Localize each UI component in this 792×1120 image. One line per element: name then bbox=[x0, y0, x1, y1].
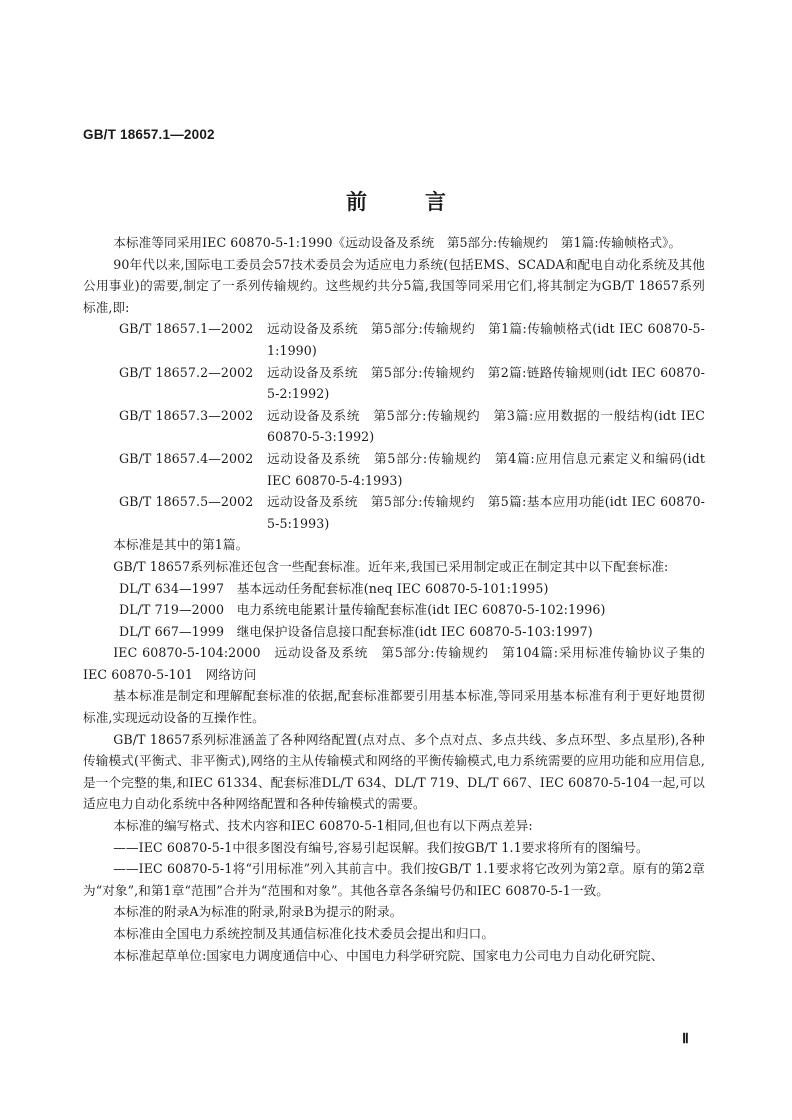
series-code: GB/T 18657.3—2002 bbox=[119, 407, 254, 423]
standard-code: GB/T 18657.1—2002 bbox=[83, 127, 215, 142]
title-char-1: 前 bbox=[346, 190, 367, 214]
foreword-body bbox=[83, 232, 705, 966]
companion-item: DL/T 667—1999 继电保护设备信息接口配套标准(idt IEC 60870-5-103:1997) bbox=[119, 623, 593, 639]
paragraph: 基本标准是制定和理解配套标准的依据,配套标准都要引用基本标准,等同采用基本标准有利于更好地贯彻标准,实现远动设备的互操作性。 bbox=[83, 688, 705, 726]
paragraph: 本标准是其中的第1篇。 bbox=[113, 537, 249, 553]
paragraph: GB/T 18657系列标准涵盖了各种网络配置(点对点、多个点对点、多点共线、多点环型、多点星形),各种传输模式(平衡式、非平衡式),网络的主从传输模式和网络的平衡传输模式,电力系统需要的应用功能和应用信息,是一个完整的集,和IEC 61334、配套标准DL/T 634、DL/T 719、DL/T 667、IEC 60870-5-104一起,可以适应电力自动化系统中各种网络配置和各种传输模式的需要。 bbox=[83, 731, 705, 812]
page-number: Ⅱ bbox=[682, 1032, 689, 1047]
paragraph: GB/T 18657系列标准还包含一些配套标准。近年来,我国已采用制定或正在制定其中以下配套标准: bbox=[113, 558, 669, 574]
series-item bbox=[119, 318, 705, 361]
series-item bbox=[119, 448, 705, 491]
series-code: GB/T 18657.1—2002 bbox=[119, 321, 254, 337]
companion-item: DL/T 634—1997 基本远动任务配套标准(neq IEC 60870-5-101:1995) bbox=[119, 580, 549, 596]
series-code: GB/T 18657.2—2002 bbox=[119, 364, 254, 380]
section-title bbox=[0, 186, 792, 216]
companion-item-104: IEC 60870-5-104:2000 远动设备及系统 第5部分:传输规约 第104篇:采用标准传输协议子集的IEC 60870-5-101 网络访问 bbox=[83, 645, 705, 682]
series-desc: 远动设备及系统 第5部分:传输规约 第2篇:链路传输规则(idt IEC 60870-5-2:1992) bbox=[267, 364, 705, 402]
paragraph: ——IEC 60870-5-1中很多图没有编号,容易引起误解。我们按GB/T 1.1要求将所有的图编号。 bbox=[113, 839, 649, 855]
paragraph: 90年代以来,国际电工委员会57技术委员会为适应电力系统(包括EMS、SCADA和配电自动化系统及其他公用事业)的需要,制定了一系列传输规约。这些规约共分5篇,我国等同采用它们,将其制定为GB/T 18657系列标准,即: bbox=[83, 256, 705, 315]
series-desc: 远动设备及系统 第5部分:传输规约 第5篇:基本应用功能(idt IEC 60870-5-5:1993) bbox=[267, 494, 705, 531]
series-desc: 远动设备及系统 第5部分:传输规约 第3篇:应用数据的一般结构(idt IEC 60870-5-3:1992) bbox=[267, 407, 705, 445]
paragraph: 本标准等同采用IEC 60870-5-1:1990《远动设备及系统 第5部分:传输规约 第1篇:传输帧格式》。 bbox=[113, 235, 682, 250]
paragraph: 本标准的附录A为标准的附录,附录B为提示的附录。 bbox=[113, 904, 403, 920]
series-desc: 远动设备及系统 第5部分:传输规约 第4篇:应用信息元素定义和编码(idt IEC 60870-5-4:1993) bbox=[267, 450, 705, 488]
series-item bbox=[119, 491, 705, 534]
series-code: GB/T 18657.4—2002 bbox=[119, 450, 254, 466]
series-code: GB/T 18657.5—2002 bbox=[119, 494, 254, 510]
series-item bbox=[119, 405, 705, 448]
title-char-2: 言 bbox=[425, 190, 446, 214]
paragraph: 本标准由全国电力系统控制及其通信标准化技术委员会提出和归口。 bbox=[113, 926, 495, 941]
companion-item: DL/T 719—2000 电力系统电能累计量传输配套标准(idt IEC 60870-5-102:1996) bbox=[119, 602, 606, 618]
paragraph: 本标准起草单位:国家电力调度通信中心、中国电力科学研究院、国家电力公司电力自动化研究院、 bbox=[113, 947, 664, 963]
series-item bbox=[119, 362, 705, 405]
paragraph: ——IEC 60870-5-1将“引用标准”列入其前言中。我们按GB/T 1.1要求将它改列为第2章。原有的第2章为“对象”,和第1章“范围”合并为“范围和对象”。其他各章各条编号仍和IEC 60870-5-1一致。 bbox=[83, 861, 705, 898]
paragraph: 本标准的编写格式、技术内容和IEC 60870-5-1相同,但也有以下两点差异: bbox=[113, 818, 533, 834]
series-desc: 远动设备及系统 第5部分:传输规约 第1篇:传输帧格式(idt IEC 60870-5-1:1990) bbox=[267, 321, 705, 358]
